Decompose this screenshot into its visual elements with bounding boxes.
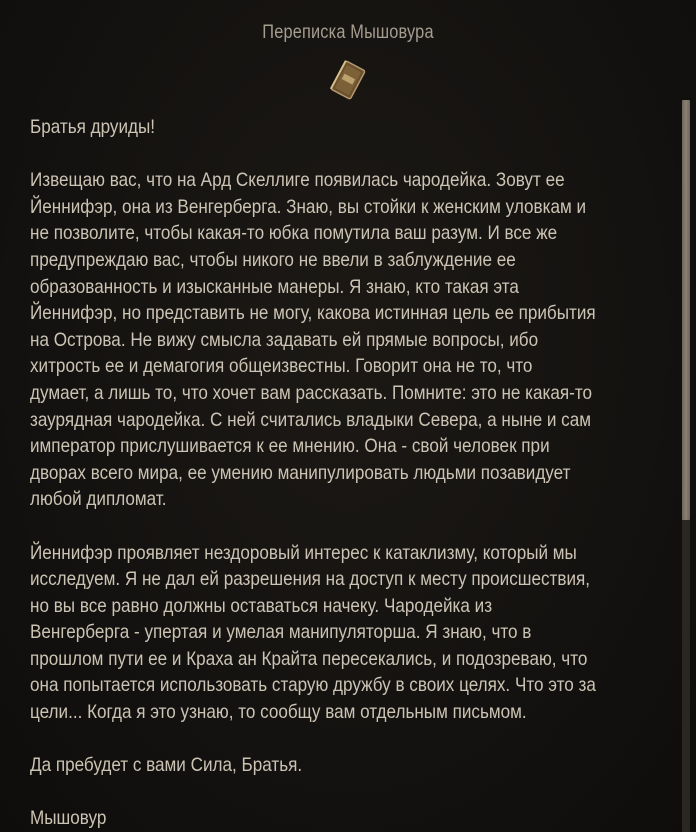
text-line: любой дипломат. <box>30 488 167 511</box>
letter-body <box>30 114 661 832</box>
book-icon <box>331 61 365 100</box>
scrollbar-thumb[interactable] <box>682 100 690 520</box>
text-line: образованность и изысканные манеры. Я знаю, кто такая эта <box>30 275 519 298</box>
letter-greeting: Братья друиды! <box>30 116 156 138</box>
letter-paragraph-2 <box>30 540 661 726</box>
text-line: она попытается использовать старую дружбу в своих целях. Что это за <box>30 674 596 697</box>
text-line: думает, а лишь то, что хочет вам рассказать. Помните: это не какая-то <box>30 381 593 404</box>
letter-signature: Мышовур <box>30 807 107 830</box>
text-line: прошлом пути ее и Краха ан Крайта пересекались, и подозреваю, что <box>30 647 588 670</box>
text-line: на Острова. Не вижу смысла задавать ей прямые вопросы, ибо <box>30 328 539 351</box>
letter-closing: Да пребудет с вами Сила, Братья. <box>30 754 303 777</box>
text-line: Венгерберга - упертая и умелая манипуляторша. Я знаю, что в <box>30 621 532 644</box>
text-line: исследуем. Я не дал ей разрешения на доступ к месту происшествия, <box>30 568 591 591</box>
text-line: не позволите, чтобы какая-то юбка помутила ваш разум. И все же <box>30 222 558 245</box>
scrollbar-track[interactable] <box>682 100 690 832</box>
text-line: Йеннифэр, она из Венгерберга. Знаю, вы стойки к женским уловкам и <box>30 195 587 218</box>
text-line: предупреждаю вас, чтобы никого не ввели в заблуждение ее <box>30 248 516 271</box>
text-line: дворах всего мира, ее умению манипулировать людьми позавидует <box>30 461 571 484</box>
text-line: император прислушивается к ее мнению. Она - свой человек при <box>30 435 550 458</box>
text-line: цели... Когда я это узнаю, то сообщу вам отдельным письмом. <box>30 701 527 724</box>
letter-paragraph-1 <box>30 167 661 513</box>
text-line: заурядная чародейка. С ней считались владыки Севера, а ныне и сам <box>30 408 591 431</box>
text-line: но вы все равно должны оставаться начеку. Чародейка из <box>30 594 493 617</box>
text-line: хитрость ее и демагогия общеизвестны. Говорит она не то, что <box>30 355 533 378</box>
page-title: Переписка Мышовура <box>262 22 434 43</box>
text-line: Йеннифэр, но представить не могу, какова истинная цель ее прибытия <box>30 302 596 325</box>
text-line: Извещаю вас, что на Ард Скеллиге появилась чародейка. Зовут ее <box>30 169 565 192</box>
text-line: Йеннифэр проявляет нездоровый интерес к катаклизму, который мы <box>30 541 577 564</box>
title-divider <box>0 60 696 110</box>
